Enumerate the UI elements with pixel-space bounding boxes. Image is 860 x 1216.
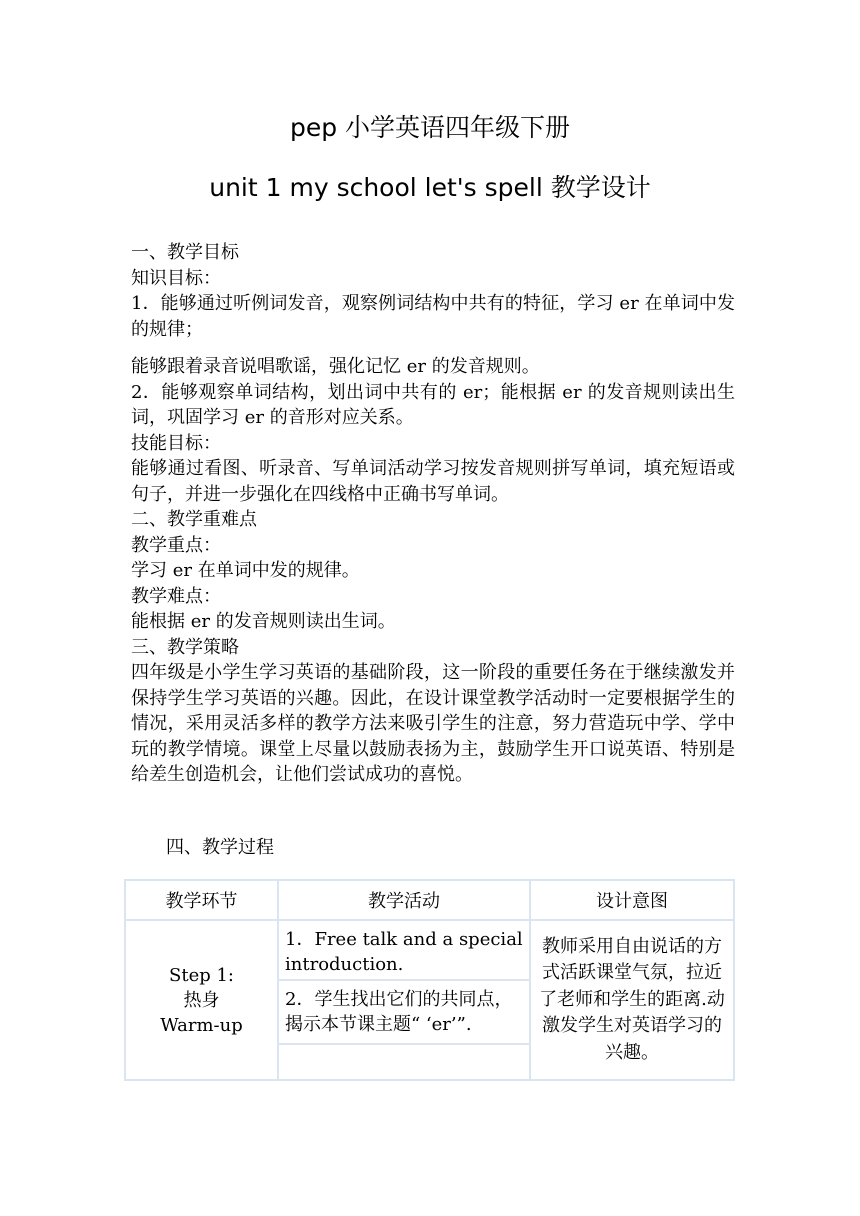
- activity-cell-1: 1．Free talk and a special introduction.: [278, 920, 530, 980]
- process-table: [124, 879, 735, 1081]
- header-activity: 教学活动: [278, 880, 530, 920]
- activity-cell-2: 2．学生找出它们的共同点，揭示本节课主题“ ‘er’”.: [278, 980, 530, 1044]
- difficulty-label: 教学难点：: [131, 585, 221, 607]
- table-row: [125, 920, 734, 980]
- activity-cell-3: [278, 1044, 530, 1080]
- key-text: 学习 er 在单词中发的规律。: [131, 560, 360, 581]
- knowledge-item-2: 2．能够观察单词结构，划出词中共有的 er；能根据 er 的发音规则读出生词，巩固学习 er 的音形对应关系。: [131, 381, 735, 428]
- document-subtitle: unit 1 my school let's spell 教学设计: [209, 173, 651, 202]
- document-body: [131, 240, 735, 788]
- header-stage: 教学环节: [125, 880, 278, 920]
- knowledge-item-1: 1．能够通过听例词发音，观察例词结构中共有的特征，学习 er 在单词中发的规律；: [131, 293, 735, 340]
- intent-cell: 教师采用自由说话的方式活跃课堂气氛，拉近了老师和学生的距离.动激发学生对英语学习的兴趣。: [530, 920, 734, 1080]
- objectives-heading: 一、教学目标: [131, 242, 239, 263]
- step-name-en: Warm-up: [160, 1014, 243, 1036]
- process-heading: 四、教学过程: [166, 837, 274, 858]
- step-cell: [125, 920, 278, 1080]
- skill-label: 技能目标：: [131, 432, 221, 454]
- step-name-cn: 热身: [183, 989, 220, 1011]
- strategy-text: 四年级是小学生学习英语的基础阶段，这一阶段的重要任务在于继续激发并保持学生学习英语的兴趣。因此，在设计课堂教学活动时一定要根据学生的情况，采用灵活多样的教学方法来吸引学生的注意，努力营造玩中学、学中玩的教学情境。课堂上尽量以鼓励表扬为主，鼓励学生开口说英语、特别是给差生创造机会，让他们尝试成功的喜悦。: [131, 662, 735, 785]
- strategy-heading: 三、教学策略: [131, 636, 239, 658]
- keypoints-heading: 二、教学重难点: [131, 509, 257, 530]
- difficulty-text: 能根据 er 的发音规则读出生词。: [131, 611, 396, 632]
- table-header-row: [125, 880, 734, 920]
- document-title: pep 小学英语四年级下册: [289, 113, 571, 142]
- key-label: 教学重点：: [131, 534, 221, 556]
- knowledge-label: 知识目标：: [131, 267, 221, 289]
- skill-text: 能够通过看图、听录音、写单词活动学习按发音规则拼写单词，填充短语或句子，并进一步强化在四线格中正确书写单词。: [131, 458, 735, 505]
- header-intent: 设计意图: [530, 880, 734, 920]
- step-number: Step 1:: [169, 964, 234, 986]
- knowledge-item-1b: 能够跟着录音说唱歌谣，强化记忆 er 的发音规则。: [131, 356, 540, 377]
